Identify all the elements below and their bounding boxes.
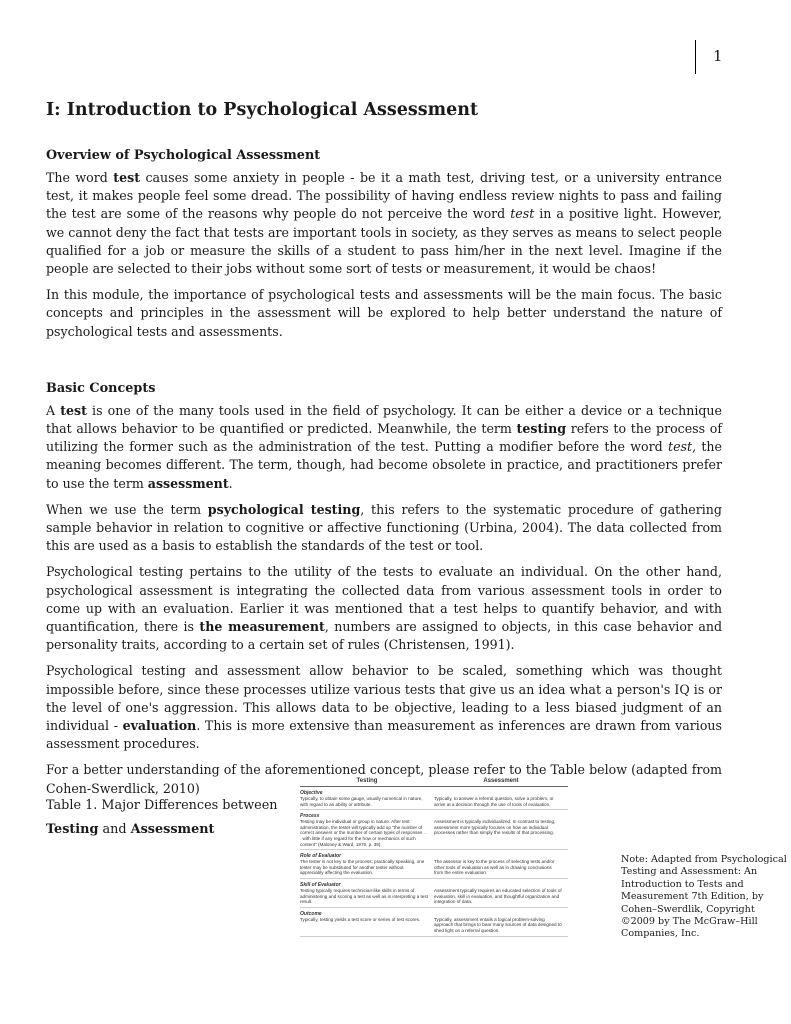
table-header-assessment: Assessment [483,778,519,784]
document-body [46,100,722,806]
table-cell-testing: Typically, to obtain some gauge, usually numerical in nature, with regard to an ability or attribute. [300,796,423,807]
basic-paragraph-3: Psychological testing pertains to the utility of the tests to evaluate an individual. On the other hand, psychological assessment is integrating the collected data from various assessment tools in order to come up with an evaluation. Earlier it was mentioned that a test helps to quantify behavior, and with quantification, there is the measurement, numbers are assigned to objects, in this case behavior and personality traits, according to a certain set of rules (Christensen, 1991). [46,564,723,653]
table-section-label: Objective [300,790,323,796]
table-row [300,917,568,937]
table-row [300,888,568,908]
page-title: I: Introduction to Psychological Assessment [46,100,479,120]
table-body [300,790,568,937]
basic-paragraph-1: A test is one of the many tools used in the field of psychology. It can be either a device or a technique that allows behavior to be quantified or predicted. Meanwhile, the term testing refers to the process of utilizing the former such as the administration of the test. Putting a modifier before the word test, the meaning becomes different. The term, though, had become obsolete in practice, and practitioners prefer to use the term assessment. [46,402,723,491]
table-header-testing: Testing [356,778,378,784]
table-caption-line-1: Table 1. Major Differences between [46,798,278,813]
table-section-label: Process [300,813,320,820]
table-cell-testing: Testing typically requires technician-like skills in terms of administering and scoring a test as well as in interpreting a test result. [300,887,428,905]
table-cell-assessment: Assessment typically requires an educated selection of tools of evaluation, skill in evaluation, and thoughtful organization and integration of data. [434,887,562,905]
table-cell-testing: Typically, testing yields a test score or series of test scores. [300,916,421,922]
table-cell-testing: Testing may be individual or group in nature. After test administration, the tester will typically add up "the number of correct answers or the number of certain types of responses . . . with little if any regard for the how or mechanics of such content" (Maloney & Ward, 1976, p. 39). [300,819,428,847]
comparison-table-image [300,776,568,994]
table-section [46,766,787,1016]
basic-paragraph-2: When we use the term psychological testing, this refers to the systematic procedure of gathering sample behavior in relation to cognitive or affective functioning (Urbina, 2004). The data collected from this are used as a basis to establish the standards of the test or tool. [46,501,722,554]
page-number: 1 [713,47,723,65]
table-cell-assessment: Assessment is typically individualized. In contrast to testing, assessment more typically focuses on how an individual processes rather than simply the results of that processing. [434,819,556,836]
overview-paragraph-1: The word test causes some anxiety in people - be it a math test, driving test, or a university entrance test, it makes people feel some dread. The possibility of having endless review nights to pass and failing the test are some of the reasons why people do not perceive the word test in a positive light. However, we cannot deny the fact that tests are important tools in society, as they serves as means to select people qualified for a job or measure the skills of a student to pass him/her in the next level. Imagine if the people are selected to their jobs without some sort of tests or measurement, it would be chaos! [46,170,722,277]
overview-paragraph-2: In this module, the importance of psychological tests and assessments will be the main focus. The basic concepts and principles in the assessment will be explored to help better understand the nature of psychological tests and assessments. [46,287,722,339]
table-section-label: Role of Evaluator [300,853,342,860]
table-cell-assessment: The assessor is key to the process of selecting tests and/or other tools of evaluation as well as in drawing conclusions from the entire evaluation. [434,859,555,876]
table-row [300,819,568,850]
table-section-label: Skill of Evaluator [300,881,341,888]
page-number-divider [695,40,696,74]
table-note: Note: Adapted from Psychological Testing and Assessment: An Introduction to Tests and Measurement 7th Edition, by Cohen–Swerdlik, Copyright ©2009 by The McGraw–Hill Companies, Inc. [621,854,787,940]
overview-heading: Overview of Psychological Assessment [46,148,321,163]
table-caption-line-2: Testing and Assessment [46,822,215,837]
table-cell-testing: The tester is not key to the process; practically speaking, one tester may be substituted for another tester without appreciably affecting the evaluation. [300,859,425,876]
table-row [300,796,568,810]
table-row [300,859,568,879]
table-caption [46,794,278,842]
basic-paragraph-4: Psychological testing and assessment allow behavior to be scaled, something which was thought impossible before, since these processes utilize various tests that give us an idea what a person's IQ is or the level of one's aggression. This allows data to be objective, leading to a less biased judgment of an individual - evaluation. This is more extensive than measurement as inferences are drawn from various assessment procedures. [46,663,722,752]
table-cell-assessment: Typically, to answer a referral question, solve a problem, or arrive at a decision through the use of tools of evaluation. [434,796,554,807]
table-header-row [300,776,568,787]
basic-paragraph-5: For a better understanding of the aforementioned concept, please refer to the Table below (adapted from Cohen-Swerdlick, 2010) [46,762,722,796]
table-section-label: Outcome [300,910,322,917]
basic-concepts-heading: Basic Concepts [46,380,156,396]
table-cell-assessment: Typically, assessment entails a logical problem-solving approach that brings to bear many sources of data designed to shed light on a referral question. [434,916,562,933]
